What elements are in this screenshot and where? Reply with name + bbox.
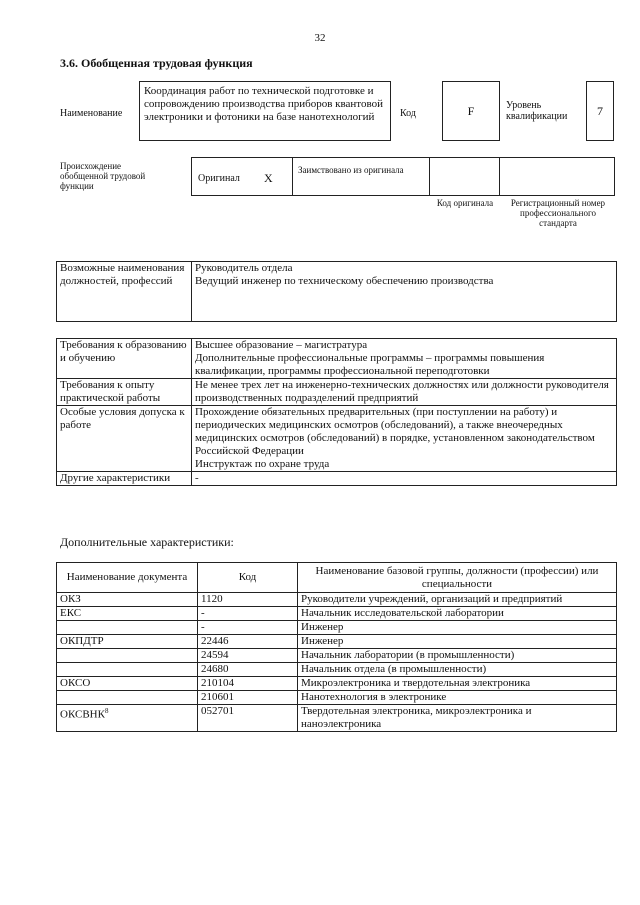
code-cell: 1120 [198,593,298,607]
positions-value [192,262,617,322]
requirement-line: Прохождение обязательных предварительных (при поступлении на работу) и периодических медицинских осмотров (обследований), а также внеочередных медицинских осмотров (обследований) в порядке, установленном законодательством Российской Федерации [195,406,595,457]
table-row [57,649,617,663]
name-cell: Инженер [298,621,617,635]
additional-title: Дополнительные характеристики: [60,535,234,549]
requirement-row [57,339,617,379]
doc-cell [57,621,198,635]
level-value: 7 [597,104,603,118]
code-cell: 22446 [198,635,298,649]
table-row [57,663,617,677]
code-cell: 24680 [198,663,298,677]
requirement-line: Не менее трех лет на инженерно-технических должностях или должности руководителя производственных подразделений предприятий [195,379,609,404]
origin-box [191,157,615,196]
table-row [57,705,617,732]
page-number: 32 [314,32,326,44]
additional-table [56,562,617,732]
origin-divider-2 [429,157,430,196]
name-label: Наименование [60,108,123,119]
column-header: Наименование документа [57,563,198,593]
level-label: Уровень квалификации [506,100,568,122]
code-cell: - [198,621,298,635]
original-mark: X [264,171,273,185]
name-cell: Микроэлектроника и твердотельная электроника [298,677,617,691]
name-cell: Нанотехнология в электронике [298,691,617,705]
doc-name: ОКСВНК [60,708,105,721]
origin-label: Происхождение обобщенной трудовой функции [60,161,146,191]
table-row [57,621,617,635]
requirement-line: Дополнительные профессиональные программы – программы повышения квалификации, программы профессиональной переподготовки [195,352,545,377]
code-label: Код [400,108,416,119]
doc-cell [57,649,198,663]
function-name-value: Координация работ по технической подготовке и сопровождению производства приборов квантовой электроники и фотоники на базе нанотехнологий [144,85,383,123]
doc-cell: ОКСО [57,677,198,691]
doc-cell [57,691,198,705]
requirement-label: Другие характеристики [57,472,192,486]
borrowed-label: Заимствовано из оригинала [298,165,404,175]
table-row [57,635,617,649]
name-cell: Руководители учреждений, организаций и предприятий [298,593,617,607]
column-header: Код [198,563,298,593]
doc-cell: ЕКС [57,607,198,621]
requirement-row [57,472,617,486]
doc-cell [57,705,198,732]
table-row [57,593,617,607]
section-title: 3.6. Обобщенная трудовая функция [60,56,253,70]
name-cell: Твердотельная электроника, микроэлектроника и наноэлектроника [298,705,617,732]
level-box [586,81,614,141]
function-name-box [139,81,391,141]
requirement-label: Требования к образованию и обучению [57,339,192,379]
doc-cell [57,663,198,677]
original-label: Оригинал [198,173,240,184]
code-value: F [467,104,475,118]
code-original-label: Код оригинала [436,198,494,208]
name-cell: Начальник лаборатории (в промышленности) [298,649,617,663]
additional-header-row [57,563,617,593]
name-cell: Начальник отдела (в промышленности) [298,663,617,677]
code-box [442,81,500,141]
name-cell: Инженер [298,635,617,649]
table-row [57,607,617,621]
requirement-value [192,379,617,406]
code-cell: 052701 [198,705,298,732]
requirement-value [192,472,617,486]
position-line: Ведущий инженер по техническому обеспечению производства [195,275,494,287]
positions-label: Возможные наименования должностей, профессий [57,262,192,322]
doc-cell: ОКПДТР [57,635,198,649]
requirement-line: Высшее образование – магистратура [195,339,368,351]
requirement-value [192,339,617,379]
reg-number-label: Регистрационный номер профессионального стандарта [510,198,606,228]
positions-row [57,262,617,322]
table-row [57,691,617,705]
column-header: Наименование базовой группы, должности (профессии) или специальности [298,563,617,593]
positions-table [56,261,617,322]
doc-cell: ОКЗ [57,593,198,607]
name-cell: Начальник исследовательской лаборатории [298,607,617,621]
requirement-row [57,406,617,472]
code-cell: 210104 [198,677,298,691]
code-cell: - [198,607,298,621]
code-cell: 210601 [198,691,298,705]
origin-divider-3 [499,157,500,196]
origin-divider-1 [292,157,293,196]
requirement-label: Особые условия допуска к работе [57,406,192,472]
requirement-row [57,379,617,406]
code-cell: 24594 [198,649,298,663]
requirement-line: - [195,472,199,484]
table-row [57,677,617,691]
position-line: Руководитель отдела [195,262,293,274]
requirement-label: Требования к опыту практической работы [57,379,192,406]
requirement-line: Инструктаж по охране труда [195,458,330,470]
requirements-table [56,338,617,486]
requirement-value [192,406,617,472]
footnote-ref: 8 [104,707,109,715]
